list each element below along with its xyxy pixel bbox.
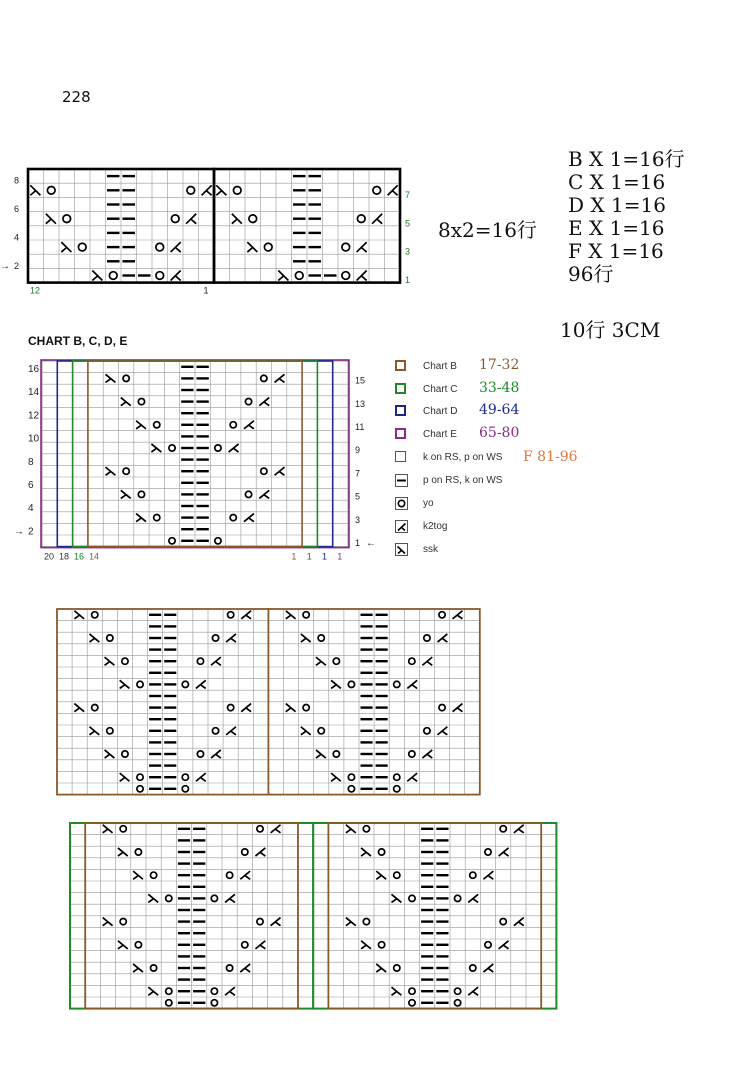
purl-mark (149, 718, 161, 720)
purl-mark (107, 218, 120, 220)
purl-mark (107, 189, 120, 191)
row-number: 15 (355, 375, 366, 386)
purl-mark (197, 366, 209, 368)
purl-mark (178, 909, 190, 911)
purl-mark (421, 967, 433, 969)
row-number: 11 (355, 421, 365, 432)
note-line: D X 1=16 (568, 193, 666, 217)
purl-mark (181, 435, 193, 437)
purl-mark (309, 203, 322, 205)
purl-mark (361, 683, 373, 685)
purl-mark (293, 175, 306, 177)
purl-mark (181, 516, 193, 518)
purl-mark (193, 990, 205, 992)
purl-mark (376, 718, 388, 720)
row-number: 7 (355, 468, 361, 479)
purl-mark (178, 839, 190, 841)
row-number: 2 (14, 260, 20, 271)
purl-mark (164, 660, 176, 662)
purl-mark (361, 660, 373, 662)
legend-range: 65-80 (479, 425, 520, 441)
row-number: 12 (28, 410, 40, 422)
row-number: 3 (355, 514, 361, 525)
purl-mark (376, 637, 388, 639)
purl-mark (123, 218, 136, 220)
notes (568, 148, 685, 286)
purl-mark (197, 389, 209, 391)
gauge-note: 10行 3CM (560, 318, 661, 342)
purl-mark (149, 625, 161, 627)
purl-mark (421, 1002, 433, 1004)
purl-mark (361, 753, 373, 755)
purl-mark (193, 944, 205, 946)
purl-mark (178, 944, 190, 946)
purl-mark (107, 260, 120, 262)
purl-mark (361, 695, 373, 697)
purl-mark (178, 886, 190, 888)
legend-swatch (395, 405, 406, 416)
purl-mark (361, 614, 373, 616)
note-line: 96行 (568, 262, 614, 286)
purl-mark (164, 614, 176, 616)
purl-mark (181, 458, 193, 460)
purl-mark (361, 741, 373, 743)
purl-mark (178, 851, 190, 853)
purl-mark (436, 909, 448, 911)
purl-mark (164, 730, 176, 732)
purl-mark (197, 540, 209, 542)
purl-mark (193, 828, 205, 830)
legend-label: ssk (423, 544, 438, 555)
legend-label: yo (423, 498, 434, 509)
repeat-note: 8x2=16行 (438, 218, 537, 242)
purl-mark (149, 776, 161, 778)
purl-mark (164, 625, 176, 627)
purl-mark (436, 955, 448, 957)
legend-label: Chart C (423, 384, 458, 395)
purl-mark (193, 862, 205, 864)
purl-mark (421, 932, 433, 934)
top-chart (0, 160, 430, 300)
purl-mark (361, 718, 373, 720)
purl-mark (164, 683, 176, 685)
purl-mark (376, 695, 388, 697)
purl-mark (164, 718, 176, 720)
purl-mark (149, 764, 161, 766)
purl-mark (178, 932, 190, 934)
purl-mark (293, 246, 306, 248)
purl-mark (436, 932, 448, 934)
stitch-number: 20 (44, 551, 55, 562)
legend-label: Chart D (423, 406, 458, 417)
purl-mark (193, 897, 205, 899)
purl-mark (421, 828, 433, 830)
purl-mark (107, 175, 120, 177)
purl-mark (436, 920, 448, 922)
purl-mark (164, 776, 176, 778)
legend-range: F 81-96 (523, 449, 578, 465)
purl-mark (193, 955, 205, 957)
purl-mark (376, 788, 388, 790)
purl-mark (149, 730, 161, 732)
purl-mark (309, 246, 322, 248)
purl-mark (421, 944, 433, 946)
legend-label: Chart E (423, 429, 457, 440)
row-number: 3 (405, 246, 411, 257)
row-number: 16 (28, 363, 40, 375)
purl-mark (149, 614, 161, 616)
purl-mark (293, 232, 306, 234)
purl-mark (181, 424, 193, 426)
purl-mark (178, 1002, 190, 1004)
purl-mark (193, 932, 205, 934)
purl-mark (193, 967, 205, 969)
purl-mark (164, 672, 176, 674)
purl-mark (164, 695, 176, 697)
row-number: 6 (28, 479, 34, 491)
legend-swatch (395, 383, 406, 394)
start-arrow: → (0, 260, 10, 272)
purl-mark (361, 706, 373, 708)
purl-mark (193, 909, 205, 911)
stitch-number: 1 (321, 551, 328, 562)
purl-mark (309, 175, 322, 177)
row-number: 10 (28, 433, 40, 445)
note-line: B X 1=16行 (568, 147, 685, 171)
purl-mark (181, 505, 193, 507)
purl-mark (376, 660, 388, 662)
purl-mark (197, 493, 209, 495)
purl-mark (123, 189, 136, 191)
purl-mark (376, 730, 388, 732)
purl-mark (361, 764, 373, 766)
purl-mark (164, 788, 176, 790)
purl-mark (193, 886, 205, 888)
purl-mark (193, 874, 205, 876)
purl-mark (178, 967, 190, 969)
start-arrow: → (14, 526, 24, 538)
purl-mark (436, 897, 448, 899)
purl-mark (197, 400, 209, 402)
row-number: 5 (405, 218, 411, 229)
purl-mark (421, 862, 433, 864)
stitch-number: 14 (89, 551, 100, 562)
purl-mark (138, 274, 151, 276)
purl-mark (178, 897, 190, 899)
purl-mark (107, 232, 120, 234)
purl-mark (197, 447, 209, 449)
k2tog-icon (395, 520, 408, 533)
purl-mark (309, 260, 322, 262)
purl-mark (197, 528, 209, 530)
purl-mark (376, 614, 388, 616)
purl-mark (164, 753, 176, 755)
purl-mark (361, 672, 373, 674)
purl-mark (178, 920, 190, 922)
purl-mark (181, 470, 193, 472)
purl-mark (421, 839, 433, 841)
purl-mark (123, 203, 136, 205)
row-number: 14 (28, 387, 40, 399)
purl-mark (181, 482, 193, 484)
purl-mark (164, 706, 176, 708)
repeat-chart-green (0, 815, 570, 1020)
purl-mark (436, 851, 448, 853)
purl-mark (181, 389, 193, 391)
stitch-number: 16 (74, 551, 85, 562)
stitch-number: 1 (306, 551, 312, 562)
purl-mark (107, 246, 120, 248)
purl-mark (193, 978, 205, 980)
purl-mark (123, 246, 136, 248)
stitch-number: 1 (203, 285, 209, 296)
purl-mark (149, 672, 161, 674)
start-arrow: ← (366, 537, 376, 549)
purl-mark (361, 788, 373, 790)
legend-label: k on RS, p on WS (423, 452, 503, 463)
purl-mark (421, 978, 433, 980)
purl-mark (181, 528, 193, 530)
purl-mark (436, 990, 448, 992)
row-number: 4 (28, 503, 34, 515)
purl-mark (309, 189, 322, 191)
purl-mark (123, 232, 136, 234)
purl-mark (149, 683, 161, 685)
purl-mark (197, 377, 209, 379)
purl-mark (421, 990, 433, 992)
purl-mark (361, 648, 373, 650)
purl-mark (181, 493, 193, 495)
purl-mark (123, 175, 136, 177)
purl-mark (436, 886, 448, 888)
purl-mark (421, 886, 433, 888)
purl-mark (436, 874, 448, 876)
legend-label: k2tog (423, 521, 448, 532)
purl-mark (149, 788, 161, 790)
purl-mark (436, 839, 448, 841)
stitch-number: 18 (59, 551, 70, 562)
purl-mark (361, 776, 373, 778)
legend-label: Chart B (423, 361, 457, 372)
purl-mark (197, 424, 209, 426)
purl-mark (293, 260, 306, 262)
legend-range: 49-64 (479, 402, 520, 418)
purl-mark (149, 706, 161, 708)
row-number: 1 (405, 275, 411, 286)
purl-mark (123, 260, 136, 262)
purl-mark (436, 862, 448, 864)
purl-mark (376, 672, 388, 674)
note-line: C X 1=16 (568, 170, 666, 194)
purl-mark (178, 828, 190, 830)
purl-mark (197, 482, 209, 484)
purl-mark (436, 944, 448, 946)
row-number: 7 (405, 189, 411, 200)
purl-mark (123, 274, 136, 276)
purl-mark (361, 637, 373, 639)
purl-mark (193, 851, 205, 853)
purl-mark (376, 648, 388, 650)
purl-mark (421, 909, 433, 911)
page-number: 228 (62, 88, 91, 106)
purl-mark (421, 955, 433, 957)
purl-mark (376, 753, 388, 755)
purl-mark (421, 874, 433, 876)
purl-mark (361, 625, 373, 627)
purl-mark (436, 967, 448, 969)
purl-mark (376, 706, 388, 708)
purl-mark (293, 189, 306, 191)
purl-mark (181, 366, 193, 368)
purl-mark (376, 625, 388, 627)
purl-mark (178, 978, 190, 980)
row-number: 9 (355, 445, 361, 456)
purl-icon (395, 474, 408, 487)
legend-range: 17-32 (479, 357, 520, 373)
purl-mark (436, 978, 448, 980)
legend-swatch (395, 428, 406, 439)
legend-swatch (395, 451, 406, 462)
row-number: 1 (355, 537, 361, 548)
repeat-chart-brown (0, 600, 500, 800)
purl-mark (149, 660, 161, 662)
purl-mark (149, 741, 161, 743)
main-chart (0, 350, 385, 575)
purl-mark (436, 828, 448, 830)
stitch-number: 12 (30, 285, 41, 296)
row-number: 6 (14, 204, 20, 215)
purl-mark (164, 637, 176, 639)
ssk-icon (395, 543, 408, 556)
purl-mark (361, 730, 373, 732)
purl-mark (376, 764, 388, 766)
purl-mark (376, 741, 388, 743)
purl-mark (178, 862, 190, 864)
purl-mark (193, 1002, 205, 1004)
row-number: 2 (28, 526, 34, 538)
purl-mark (181, 412, 193, 414)
purl-mark (181, 540, 193, 542)
purl-mark (197, 435, 209, 437)
row-number: 4 (14, 232, 20, 243)
purl-mark (193, 839, 205, 841)
purl-mark (193, 920, 205, 922)
purl-mark (149, 648, 161, 650)
note-line: F X 1=16 (568, 239, 664, 263)
purl-mark (197, 505, 209, 507)
purl-mark (181, 400, 193, 402)
purl-mark (181, 447, 193, 449)
purl-mark (376, 683, 388, 685)
purl-mark (149, 695, 161, 697)
row-number: 8 (28, 456, 34, 468)
purl-mark (376, 776, 388, 778)
legend-label: p on RS, k on WS (423, 475, 503, 486)
row-number: 8 (14, 175, 20, 186)
chart-title: CHART B, C, D, E (28, 334, 128, 348)
purl-mark (197, 516, 209, 518)
purl-mark (421, 920, 433, 922)
purl-mark (178, 990, 190, 992)
purl-mark (309, 218, 322, 220)
purl-mark (107, 203, 120, 205)
purl-mark (181, 377, 193, 379)
note-line: E X 1=16 (568, 216, 665, 240)
purl-mark (164, 648, 176, 650)
yo-icon (395, 497, 408, 510)
purl-mark (309, 232, 322, 234)
purl-mark (164, 741, 176, 743)
purl-mark (164, 764, 176, 766)
purl-mark (436, 1002, 448, 1004)
purl-mark (293, 203, 306, 205)
purl-mark (309, 274, 322, 276)
purl-mark (149, 753, 161, 755)
purl-mark (197, 458, 209, 460)
purl-mark (324, 274, 337, 276)
purl-mark (197, 412, 209, 414)
row-number: 5 (355, 491, 361, 502)
purl-mark (149, 637, 161, 639)
purl-mark (421, 851, 433, 853)
stitch-number: 1 (337, 551, 343, 562)
purl-mark (293, 218, 306, 220)
legend-swatch (395, 360, 406, 371)
legend-range: 33-48 (479, 380, 520, 396)
purl-mark (178, 955, 190, 957)
row-number: 13 (355, 398, 366, 409)
purl-mark (421, 897, 433, 899)
purl-mark (178, 874, 190, 876)
purl-mark (197, 470, 209, 472)
stitch-number: 1 (291, 551, 297, 562)
